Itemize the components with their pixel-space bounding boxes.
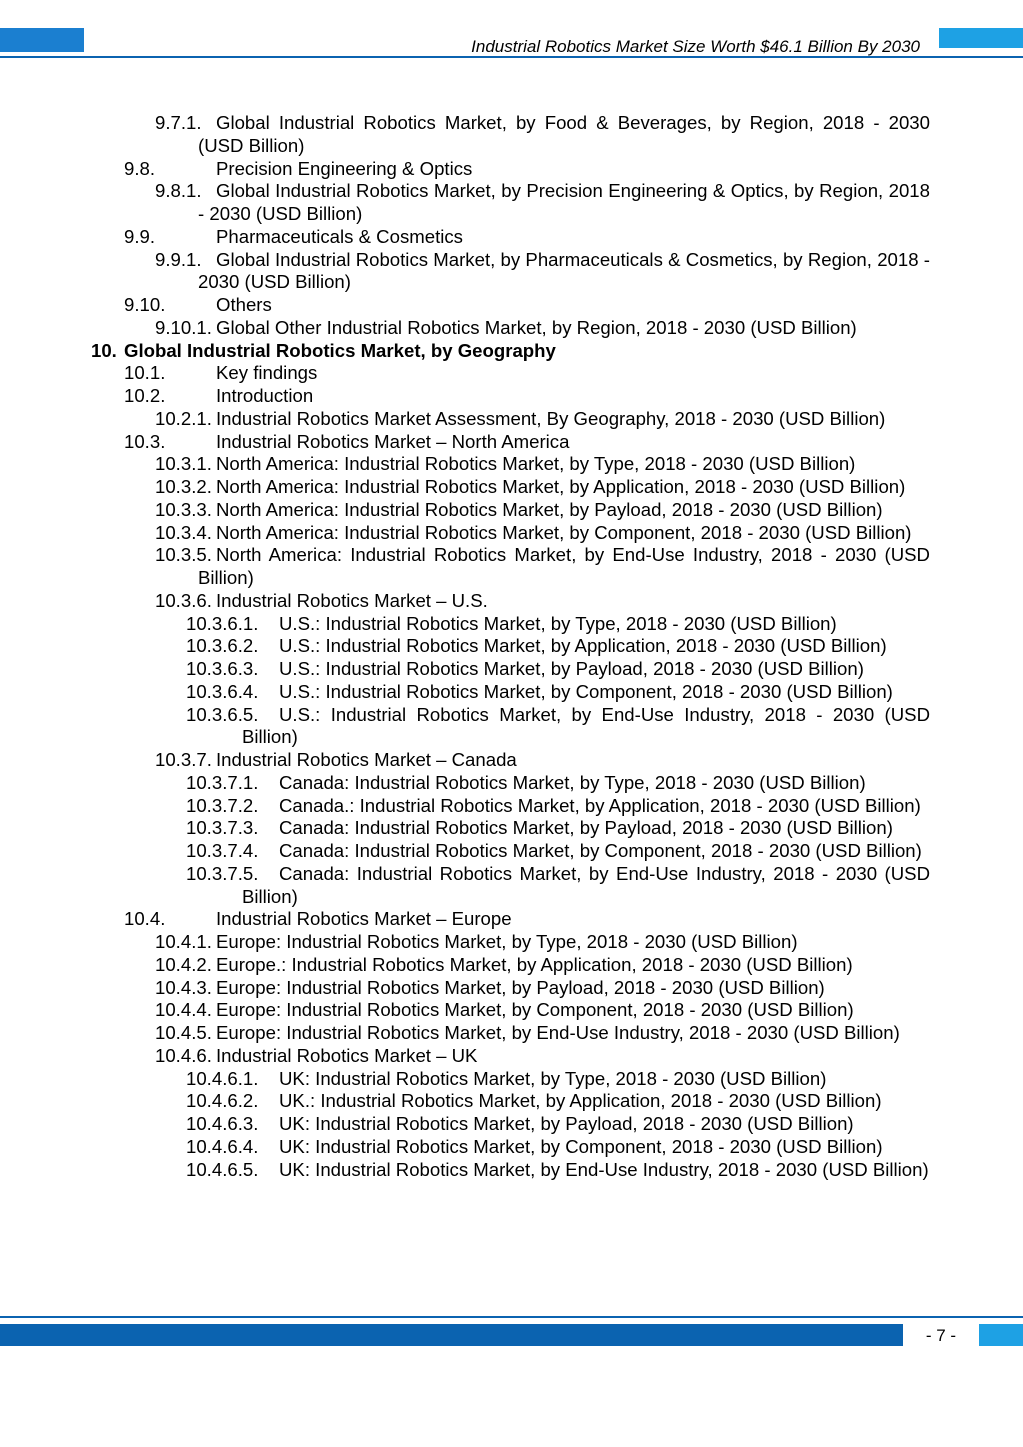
header-rule	[0, 56, 1023, 58]
toc-entry	[124, 157, 930, 181]
toc-entry-title: Industrial Robotics Market – UK	[216, 1044, 478, 1066]
toc-entry-number: 10.3.6.4.	[186, 680, 259, 702]
toc-entry-number: 10.3.7.3.	[186, 817, 259, 839]
toc-entry-number: 10.3.7.2.	[186, 794, 259, 816]
toc-entry	[155, 316, 930, 340]
toc-entry-title: Canada.: Industrial Robotics Market, by Application, 2018 - 2030 (USD Billion)	[279, 794, 921, 816]
toc-entry	[124, 362, 930, 385]
toc-entry-title: Industrial Robotics Market – North America	[216, 430, 570, 452]
toc-entry	[186, 862, 930, 909]
toc-entry-title: North America: Industrial Robotics Market, by Component, 2018 - 2030 (USD Billion)	[216, 521, 912, 543]
toc-entry	[186, 635, 930, 658]
toc-entry	[155, 953, 930, 977]
toc-entry-title: Europe: Industrial Robotics Market, by Type, 2018 - 2030 (USD Billion)	[216, 931, 798, 952]
toc-entry-number: 10.4.3.	[155, 976, 212, 998]
toc-entry-title: Key findings	[216, 362, 318, 384]
toc-entry	[186, 794, 930, 818]
toc-entry-number: 10.3.4.	[155, 521, 212, 543]
header-title: Industrial Robotics Market Size Worth $46.1 Billion By 2030	[471, 37, 920, 56]
toc-entry-title: U.S.: Industrial Robotics Market, by Type, 2018 - 2030 (USD Billion)	[279, 612, 837, 634]
toc-entry-number: 10.3.7.	[155, 749, 212, 770]
toc-entry-number: 10.3.6.	[155, 589, 212, 611]
toc-entry-title: Introduction	[216, 385, 314, 406]
toc-entry-number: 9.8.	[124, 157, 156, 179]
toc-entry-number: 9.9.1.	[155, 248, 202, 270]
footer-rule	[0, 1316, 1023, 1318]
toc-entry	[155, 1022, 930, 1045]
toc-entry-number: 10.3.6.1.	[186, 612, 259, 634]
table-of-contents	[0, 112, 1023, 1181]
toc-entry-title: U.S.: Industrial Robotics Market, by Component, 2018 - 2030 (USD Billion)	[279, 680, 893, 702]
toc-entry-title: Canada: Industrial Robotics Market, by Payload, 2018 - 2030 (USD Billion)	[279, 817, 893, 839]
toc-entry-title: Canada: Industrial Robotics Market, by Component, 2018 - 2030 (USD Billion)	[279, 840, 922, 861]
toc-entry-title: Canada: Industrial Robotics Market, by Type, 2018 - 2030 (USD Billion)	[279, 771, 866, 793]
toc-entry-title: Precision Engineering & Optics	[216, 157, 473, 179]
toc-entry-number: 10.3.	[124, 430, 166, 452]
toc-entry-title: Global Other Industrial Robotics Market, by Region, 2018 - 2030 (USD Billion)	[216, 316, 857, 338]
toc-entry-title: Global Industrial Robotics Market, by Geography	[124, 339, 556, 361]
toc-entry-title: Europe.: Industrial Robotics Market, by Application, 2018 - 2030 (USD Billion)	[216, 953, 853, 975]
toc-entry-number: 10.1.	[124, 362, 166, 384]
footer-accent-bar	[0, 1324, 903, 1346]
toc-entry-number: 9.8.1.	[155, 180, 202, 202]
toc-entry	[155, 112, 930, 158]
toc-entry	[155, 589, 930, 613]
toc-entry-title: Global Industrial Robotics Market, by Pharmaceuticals & Cosmetics, by Region, 2018 - 2030 (USD Billion)	[198, 248, 930, 293]
toc-entry	[155, 999, 930, 1022]
toc-entry-title: Canada: Industrial Robotics Market, by End-Use Industry, 2018 - 2030 (USD Billion)	[242, 862, 930, 907]
toc-entry	[124, 225, 930, 249]
toc-entry-number: 10.3.6.3.	[186, 658, 259, 679]
toc-entry-number: 10.4.4.	[155, 999, 212, 1021]
toc-entry	[91, 339, 930, 363]
toc-entry-title: Europe: Industrial Robotics Market, by Payload, 2018 - 2030 (USD Billion)	[216, 976, 825, 998]
toc-entry-number: 10.3.5.	[155, 544, 212, 566]
toc-entry-number: 10.4.6.4.	[186, 1135, 259, 1157]
toc-entry-title: Industrial Robotics Market – Canada	[216, 749, 517, 770]
toc-entry-title: Global Industrial Robotics Market, by Food & Beverages, by Region, 2018 - 2030 (USD Billion)	[198, 112, 930, 156]
header-accent-block-right	[939, 28, 1023, 48]
toc-entry-title: UK: Industrial Robotics Market, by Type, 2018 - 2030 (USD Billion)	[279, 1067, 827, 1089]
toc-entry-number: 10.4.5.	[155, 1022, 212, 1043]
toc-entry	[186, 1067, 930, 1091]
toc-entry-number: 10.2.	[124, 385, 166, 406]
toc-entry-title: Europe: Industrial Robotics Market, by Component, 2018 - 2030 (USD Billion)	[216, 999, 854, 1021]
toc-entry-number: 10.4.2.	[155, 953, 212, 975]
toc-entry-title: North America: Industrial Robotics Market, by Type, 2018 - 2030 (USD Billion)	[216, 453, 856, 475]
toc-entry	[155, 407, 930, 431]
toc-entry-number: 9.7.1.	[155, 112, 202, 133]
toc-entry-number: 10.3.2.	[155, 476, 212, 497]
toc-entry	[186, 1113, 930, 1136]
toc-entry-title: Pharmaceuticals & Cosmetics	[216, 225, 463, 247]
toc-entry-title: North America: Industrial Robotics Market, by Application, 2018 - 2030 (USD Billion)	[216, 476, 906, 497]
toc-entry-title: U.S.: Industrial Robotics Market, by Payload, 2018 - 2030 (USD Billion)	[279, 658, 864, 679]
toc-entry-number: 10.4.6.1.	[186, 1067, 259, 1089]
toc-entry-title: UK: Industrial Robotics Market, by Payload, 2018 - 2030 (USD Billion)	[279, 1113, 854, 1134]
toc-entry	[124, 908, 930, 931]
toc-entry	[186, 1158, 930, 1182]
toc-entry	[186, 703, 930, 750]
toc-entry	[124, 294, 930, 317]
toc-entry-number: 10.3.1.	[155, 453, 212, 475]
toc-entry-number: 10.3.7.4.	[186, 840, 259, 861]
toc-entry	[155, 453, 930, 476]
toc-entry-title: Others	[216, 294, 272, 315]
toc-entry-title: U.S.: Industrial Robotics Market, by Application, 2018 - 2030 (USD Billion)	[279, 635, 887, 657]
toc-entry	[155, 749, 930, 772]
toc-entry-title: North America: Industrial Robotics Market, by End-Use Industry, 2018 - 2030 (USD Billion)	[198, 544, 930, 588]
toc-entry-number: 9.10.1.	[155, 316, 212, 338]
toc-entry-number: 10.4.6.	[155, 1044, 212, 1066]
toc-entry-title: North America: Industrial Robotics Market, by Payload, 2018 - 2030 (USD Billion)	[216, 498, 883, 520]
toc-entry	[124, 385, 930, 408]
toc-entry	[155, 498, 930, 522]
toc-entry	[186, 840, 930, 863]
toc-entry	[186, 1090, 930, 1113]
footer-accent-block-right	[979, 1324, 1023, 1346]
toc-entry-number: 10.	[91, 339, 117, 361]
toc-entry	[124, 430, 930, 454]
toc-entry-title: Industrial Robotics Market – Europe	[216, 908, 512, 930]
toc-entry-number: 10.2.1.	[155, 407, 212, 429]
toc-entry-number: 10.3.7.5.	[186, 862, 259, 884]
toc-entry	[186, 771, 930, 795]
toc-entry	[186, 680, 930, 704]
toc-entry	[155, 476, 930, 499]
toc-entry-number: 10.3.3.	[155, 498, 212, 520]
toc-entry-number: 10.4.	[124, 908, 166, 930]
toc-entry	[155, 248, 930, 295]
header-accent-block-left	[0, 28, 84, 52]
toc-entry-number: 10.4.6.2.	[186, 1090, 259, 1112]
toc-entry-number: 10.3.6.2.	[186, 635, 259, 657]
toc-entry	[186, 658, 930, 681]
toc-entry	[186, 817, 930, 840]
toc-entry	[155, 544, 930, 590]
toc-entry-title: Industrial Robotics Market – U.S.	[216, 589, 488, 611]
toc-entry-number: 9.10.	[124, 294, 166, 315]
toc-entry-number: 9.9.	[124, 225, 156, 247]
toc-entry-number: 10.4.6.3.	[186, 1113, 259, 1134]
toc-entry-title: Europe: Industrial Robotics Market, by End-Use Industry, 2018 - 2030 (USD Billion)	[216, 1022, 900, 1043]
toc-entry	[155, 521, 930, 545]
toc-entry-number: 10.3.6.5.	[186, 703, 259, 725]
toc-entry-number: 10.4.1.	[155, 931, 212, 952]
toc-entry-title: UK: Industrial Robotics Market, by Component, 2018 - 2030 (USD Billion)	[279, 1135, 883, 1157]
toc-entry-number: 10.4.6.5.	[186, 1158, 259, 1180]
toc-entry	[155, 180, 930, 226]
page-number: - 7 -	[925, 1326, 957, 1345]
toc-entry	[155, 1044, 930, 1068]
toc-entry-title: U.S.: Industrial Robotics Market, by End-Use Industry, 2018 - 2030 (USD Billion)	[242, 703, 930, 748]
toc-entry-title: Industrial Robotics Market Assessment, By Geography, 2018 - 2030 (USD Billion)	[216, 407, 886, 429]
toc-entry-number: 10.3.7.1.	[186, 771, 259, 793]
toc-entry-title: UK.: Industrial Robotics Market, by Application, 2018 - 2030 (USD Billion)	[279, 1090, 882, 1112]
toc-entry-title: Global Industrial Robotics Market, by Precision Engineering & Optics, by Region, 2018 - 2030 (USD Billion)	[198, 180, 930, 224]
toc-entry	[155, 976, 930, 1000]
toc-entry	[186, 1135, 930, 1159]
toc-entry	[155, 931, 930, 954]
toc-entry-title: UK: Industrial Robotics Market, by End-Use Industry, 2018 - 2030 (USD Billion)	[279, 1158, 929, 1180]
toc-entry	[186, 612, 930, 636]
